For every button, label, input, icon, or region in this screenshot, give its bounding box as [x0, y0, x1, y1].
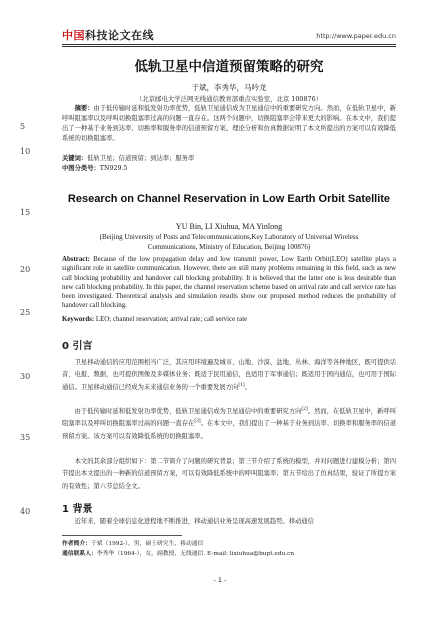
- line-number: 20: [20, 265, 31, 274]
- footnote-author-label: 作者简介：: [62, 541, 91, 547]
- body-paragraph: 近年来，随着全球信息化进程地不断推进，移动通信业务呈现高速发展趋势。移动通信: [74, 518, 314, 525]
- site-url[interactable]: http://www.paper.edu.cn: [316, 32, 396, 40]
- classification-number: [62, 164, 396, 174]
- body-paragraph: 本文的其余部分组织如下：第二节简介了问题的研究背景；第三节介绍了系统的模型，并对问题进行建模分析；第四节提出本文提出的一种新的信道预留方案，可以有效降低系统中的呼叫阻塞率；第五节给出了仿真结果，验证了所提方案的有效性；第六节总结全文。: [62, 458, 396, 490]
- chinese-authors: 于斌，李秀华，马吟龙: [191, 83, 267, 92]
- section-heading-background: 1 背景: [62, 504, 93, 515]
- footnote-author-text: 于斌（1992-），男，硕士研究生，移动通信: [91, 541, 204, 547]
- body-paragraph: [62, 406, 396, 443]
- body-paragraph: [62, 357, 396, 394]
- chinese-abstract: [62, 104, 396, 144]
- line-number: 15: [20, 208, 31, 217]
- journal-logo: [62, 29, 154, 43]
- paragraph-text: 由于低传输时延和低发射功率优势，低轨卫星通信成为卫星通信中的重要研究方向: [74, 408, 302, 415]
- english-abstract-text: Because of the low propagation delay and low transmit power, Low Earth Orbit(LEO) satellite plays a significant role in satellite communication. However, there are still many problems remaining in this field, such as new call blocking probability and handover call blocking probability. It is believed that the latter one is less desirable than new call blocking probability. In this paper, the channel reservation scheme based on arrival rate and call service rate has been investigated. Theoretical analysis and simulation results show our proposed method reduces the probability of handover call blocking.: [62, 256, 396, 310]
- citation-ref[interactable]: [2]: [301, 406, 308, 412]
- chinese-keywords-label: 关键词：: [62, 155, 88, 162]
- english-keywords-label: Keywords:: [62, 316, 95, 323]
- logo-dark-part: 科技论文在线: [85, 29, 154, 42]
- footnote-contact: [62, 549, 396, 559]
- line-number: 5: [20, 122, 26, 131]
- classification-label: 中图分类号：: [62, 165, 100, 172]
- footnote-contact-text: 李秀华（1964-），女，副教授，无线通信. E-mail: lixiuhua@bupt.edu.cn: [96, 551, 295, 557]
- line-number: 30: [20, 372, 31, 381]
- english-abstract-label: Abstract:: [62, 256, 90, 263]
- english-keywords: [62, 315, 396, 324]
- english-abstract: [62, 255, 396, 311]
- footnote-author: [62, 539, 396, 549]
- line-number: 35: [20, 433, 31, 442]
- chinese-keywords: [62, 154, 396, 164]
- chinese-abstract-label: 摘要：: [74, 105, 94, 112]
- header-rule-thin: [62, 46, 396, 47]
- line-number: 10: [20, 147, 31, 156]
- line-number: 25: [20, 308, 31, 317]
- journal-header: [62, 29, 396, 43]
- page-number: - 1 -: [213, 576, 227, 584]
- footnote-rule: [62, 535, 182, 536]
- english-authors: YU Bin, LI Xiuhua, MA Yinlong: [175, 222, 283, 231]
- footnote-contact-label: 通信联系人：: [62, 551, 97, 557]
- chinese-title: 低轨卫星中信道预留策略的研究: [134, 59, 324, 75]
- paragraph-text-end: 。: [244, 383, 251, 391]
- english-affiliation: (Beijing University of Posts and Telecommunications,Key Laboratory of Universal Wireless Communications, Ministry of Education, Beijing 100876): [99, 233, 359, 251]
- line-number: 40: [20, 507, 31, 516]
- section-heading-introduction: 0 引言: [62, 341, 93, 352]
- footnotes: [62, 539, 396, 559]
- english-keywords-text: LEO; channel reservation; arrival rate; call service rate: [95, 316, 248, 323]
- header-rule: [62, 44, 396, 45]
- logo-red-part: 中国: [62, 29, 85, 42]
- chinese-keywords-text: 低轨卫星；信道预留；到达率；服务率: [87, 155, 195, 162]
- chinese-abstract-text: 由于低传输时延和低发射功率优势，低轨卫星通信成为卫星通信中的重要研究方向。然而，在低轨卫星中，新呼叫阻塞率以及呼叫切换阻塞率过高的问题一直存在。这两个问题中，切换阻塞率会带来更大的影响。在本文中，我们提出了一种基于业务到达率、切换率和服务率的信道预留方案。理论分析和仿真数据证明了本文所提出的方案可以有效降低系统的切换阻塞率。: [62, 105, 397, 142]
- paragraph-text-end: 。在本文中，我们提出了一种基于业务到达率、切换率和服务率的信道预留方案。该方案可以有效降低系统的切换阻塞率。: [62, 420, 397, 440]
- english-title: Research on Channel Reservation in Low Earth Orbit Satellite: [67, 193, 391, 205]
- paragraph-text: 卫星移动通信的应用范围相当广泛，其应用环境遍及城市、山地、沙漠、盆地、丛林、海洋等各种地区，既可提供话音、电报、数据，也可提供图像及多媒体业务；既适于民用通信，也适用于军事通信；既适用于国内通信，也可用于国际通信。卫星移动通信已经成为未来通信业务的一个重要发展方向: [62, 359, 396, 391]
- paragraph-text-mid: 。然而，在低轨卫星中，新呼叫阻塞率以及呼叫切换阻塞率过高的问题一直存在: [62, 408, 397, 428]
- chinese-affiliation: （北京邮电大学泛网无线通信教育部重点实验室，北京 100876）: [135, 95, 323, 103]
- citation-ref[interactable]: [3]: [194, 419, 201, 425]
- citation-ref[interactable]: [1]: [238, 382, 245, 388]
- classification-value: TN929.5: [99, 165, 128, 172]
